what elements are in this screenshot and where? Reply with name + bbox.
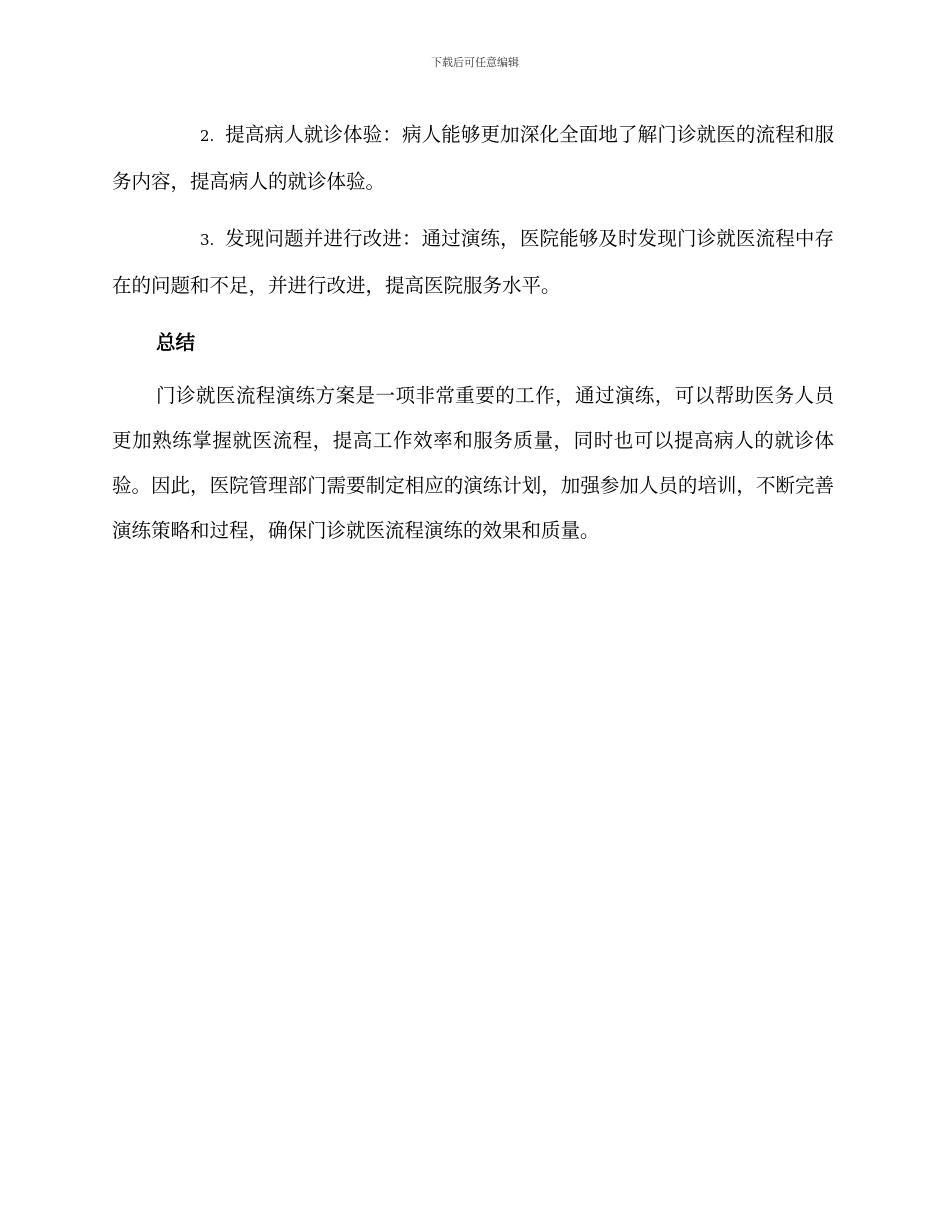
list-item-text: 发现问题并进行改进：通过演练，医院能够及时发现门诊就医流程中存在的问题和不足，并进行改进，提高医院服务水平。	[112, 227, 834, 297]
summary-paragraph: 门诊就医流程演练方案是一项非常重要的工作，通过演练，可以帮助医务人员更加熟练掌握就医流程，提高工作效率和服务质量，同时也可以提高病人的就诊体验。因此，医院管理部门需要制定相应的演练计划，加强参加人员的培训，不断完善演练策略和过程，确保门诊就医流程演练的效果和质量。	[112, 384, 834, 542]
list-item-text: 提高病人就诊体验：病人能够更加深化全面地了解门诊就医的流程和服务内容，提高病人的就诊体验。	[112, 123, 834, 193]
section-heading: 总结	[156, 331, 196, 354]
list-item	[112, 112, 834, 204]
list-item	[112, 216, 834, 308]
list-item-number: 3.	[200, 231, 215, 249]
document-body	[112, 112, 834, 553]
list-item-number: 2.	[200, 127, 215, 145]
page-header: 下载后可任意编辑	[431, 56, 519, 69]
